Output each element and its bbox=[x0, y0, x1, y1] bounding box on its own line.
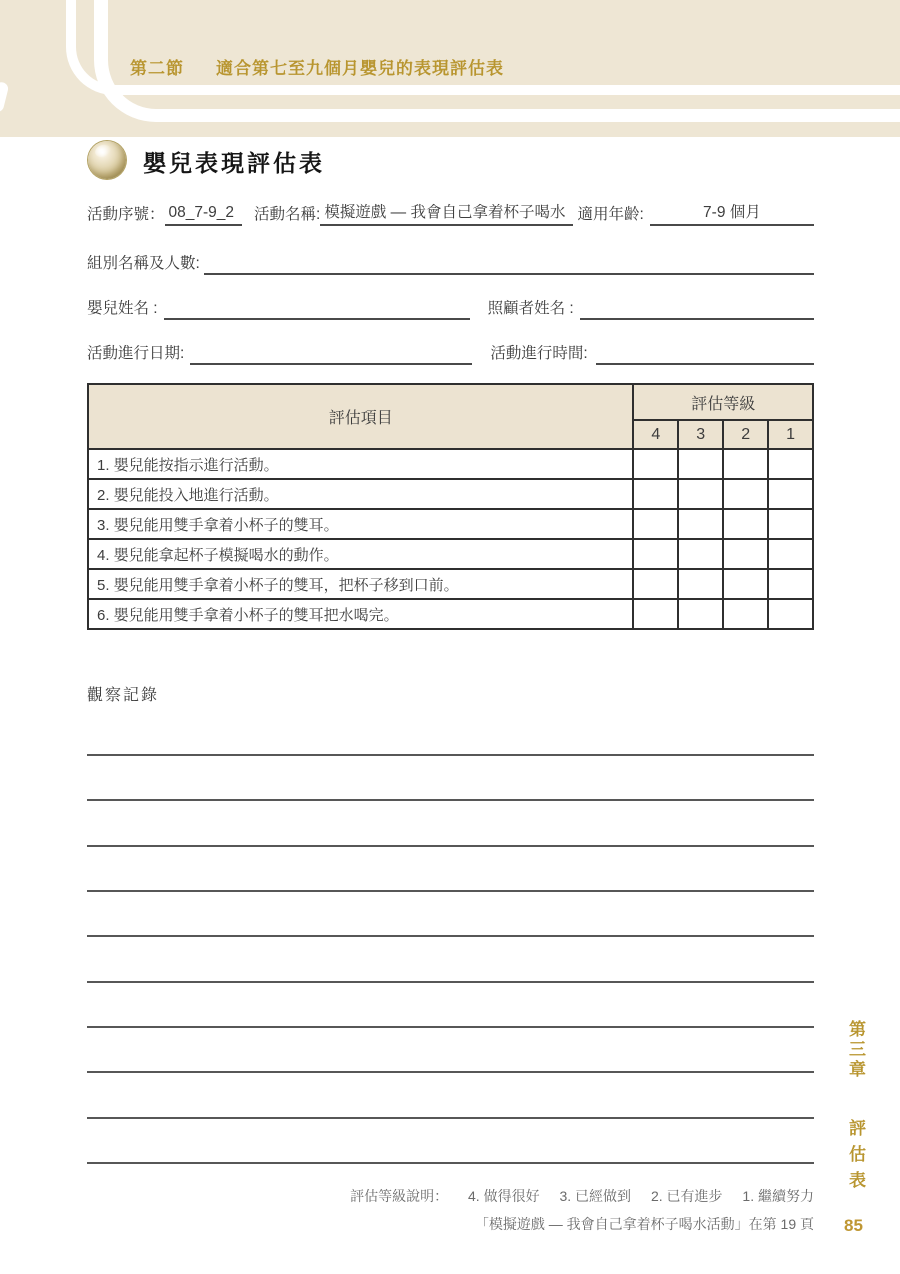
activity-no-value: 08_7-9_2 bbox=[165, 204, 243, 226]
rating-cell bbox=[723, 569, 768, 599]
table-row bbox=[88, 509, 813, 539]
table-row bbox=[88, 449, 813, 479]
writing-line bbox=[87, 799, 814, 801]
time-line bbox=[596, 361, 814, 365]
rating-cell bbox=[768, 569, 813, 599]
rating-cell bbox=[633, 479, 678, 509]
rating-level-2: 2 bbox=[723, 420, 768, 449]
writing-line bbox=[87, 1117, 814, 1119]
pearl-sphere-icon bbox=[88, 141, 126, 179]
age-label: 適用年齡: bbox=[577, 206, 644, 223]
legend-item: 1. 繼續努力 bbox=[742, 1188, 814, 1204]
rating-cell bbox=[633, 599, 678, 629]
writing-line bbox=[87, 754, 814, 756]
rating-cell bbox=[633, 449, 678, 479]
rating-level-3: 3 bbox=[678, 420, 723, 449]
writing-line bbox=[87, 1162, 814, 1164]
writing-line bbox=[87, 935, 814, 937]
rating-level-4: 4 bbox=[633, 420, 678, 449]
legend-item: 4. 做得很好 bbox=[468, 1188, 540, 1204]
caregiver-name-line bbox=[580, 316, 814, 320]
date-label: 活動進行日期: bbox=[87, 345, 185, 362]
activity-reference: 「模擬遊戲 — 我會自己拿着杯子喝水活動」在第 19 頁 bbox=[474, 1216, 814, 1232]
writing-line bbox=[87, 890, 814, 892]
chapter-tab bbox=[843, 1020, 868, 1197]
infant-name-label: 嬰兒姓名 : bbox=[87, 300, 158, 317]
item-column-header: 評估項目 bbox=[88, 384, 633, 449]
assessment-item: 1. 嬰兒能按指示進行活動。 bbox=[88, 449, 633, 479]
rating-cell bbox=[723, 449, 768, 479]
table-row bbox=[88, 599, 813, 629]
activity-name-label: 活動名稱: bbox=[254, 206, 321, 223]
chapter-section: 評估表 bbox=[846, 1119, 865, 1197]
legend-item: 2. 已有進步 bbox=[650, 1188, 723, 1204]
table-header-row bbox=[88, 384, 813, 420]
rating-cell bbox=[678, 449, 723, 479]
rating-cell bbox=[678, 509, 723, 539]
rating-cell bbox=[633, 509, 678, 539]
rating-cell bbox=[768, 509, 813, 539]
activity-no-label: 活動序號： bbox=[87, 206, 165, 223]
observation-label: 觀察記錄 bbox=[87, 687, 160, 704]
rating-cell bbox=[678, 539, 723, 569]
activity-name-value: 模擬遊戲 — 我會自己拿着杯子喝水 bbox=[320, 200, 573, 226]
page-number: 85 bbox=[844, 1216, 863, 1235]
rating-column-header: 評估等級 bbox=[633, 384, 813, 420]
infant-name-line bbox=[164, 300, 470, 320]
writing-line bbox=[87, 981, 814, 983]
group-value-line bbox=[204, 271, 814, 275]
table-row bbox=[88, 479, 813, 509]
decorative-edge-curve bbox=[0, 81, 9, 113]
assessment-item: 5. 嬰兒能用雙手拿着小杯子的雙耳，把杯子移到口前。 bbox=[88, 569, 633, 599]
rating-cell bbox=[723, 539, 768, 569]
assessment-item: 3. 嬰兒能用雙手拿着小杯子的雙耳。 bbox=[88, 509, 633, 539]
writing-line bbox=[87, 1071, 814, 1073]
section-title: 適合第七至九個月嬰兒的表現評估表 bbox=[216, 59, 504, 78]
assessment-table bbox=[87, 383, 814, 630]
rating-cell bbox=[633, 539, 678, 569]
time-label: 活動進行時間: bbox=[490, 345, 588, 362]
form-row-group bbox=[87, 251, 814, 275]
rating-cell bbox=[723, 599, 768, 629]
page-title: 嬰兒表現評估表 bbox=[143, 150, 325, 176]
chapter-number: 第三章 bbox=[846, 1020, 865, 1080]
rating-cell bbox=[678, 479, 723, 509]
rating-cell bbox=[723, 509, 768, 539]
rating-cell bbox=[768, 539, 813, 569]
rating-cell bbox=[768, 449, 813, 479]
section-number: 第二節 bbox=[130, 59, 184, 78]
form-row-names bbox=[87, 296, 814, 320]
table-row bbox=[88, 539, 813, 569]
form-row-datetime bbox=[87, 341, 814, 365]
assessment-item: 6. 嬰兒能用雙手拿着小杯子的雙耳把水喝完。 bbox=[88, 599, 633, 629]
form-row-activity bbox=[87, 200, 814, 226]
writing-line bbox=[87, 1026, 814, 1028]
date-line bbox=[190, 345, 472, 365]
caregiver-name-label: 照顧者姓名 : bbox=[487, 300, 574, 317]
section-header bbox=[130, 54, 504, 79]
age-value-line: 7-9 個月 bbox=[650, 200, 814, 226]
assessment-item: 4. 嬰兒能拿起杯子模擬喝水的動作。 bbox=[88, 539, 633, 569]
rating-cell bbox=[768, 479, 813, 509]
assessment-item: 2. 嬰兒能投入地進行活動。 bbox=[88, 479, 633, 509]
section-header-band bbox=[0, 0, 900, 137]
rating-cell bbox=[678, 569, 723, 599]
rating-cell bbox=[768, 599, 813, 629]
rating-cell bbox=[633, 569, 678, 599]
rating-legend bbox=[350, 1186, 814, 1206]
rating-cell bbox=[678, 599, 723, 629]
rating-level-1: 1 bbox=[768, 420, 813, 449]
writing-line bbox=[87, 845, 814, 847]
rating-cell bbox=[723, 479, 768, 509]
legend-label: 評估等級說明： bbox=[350, 1188, 449, 1204]
group-label: 組別名稱及人數: bbox=[87, 255, 200, 272]
legend-item: 3. 已經做到 bbox=[559, 1188, 632, 1204]
table-row bbox=[88, 569, 813, 599]
